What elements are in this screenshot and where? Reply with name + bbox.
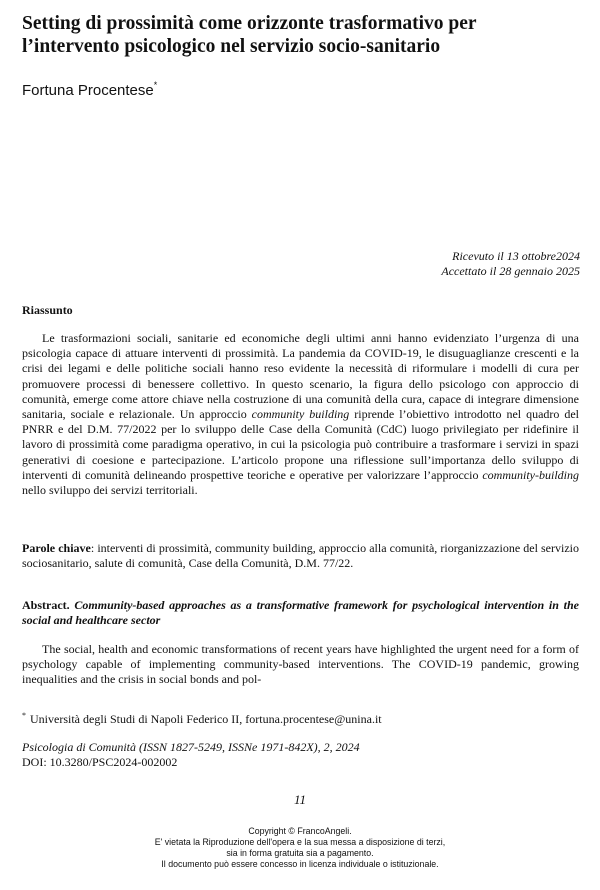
journal-name: Psicologia di Comunità (ISSN 1827-5249, ISSNe 1971-842X), 2, 2024 (22, 740, 360, 754)
abstract-heading (22, 598, 579, 628)
title-line-1: Setting di prossimità come orizzonte trasformativo per (22, 13, 477, 34)
title-line-2: l’intervento psicologico nel servizio socio-sanitario (22, 36, 441, 57)
journal-info (22, 740, 582, 770)
submission-dates (280, 249, 580, 279)
page-number: 11 (293, 792, 307, 807)
footnote (22, 711, 582, 727)
author-name: Fortuna Procentese (22, 82, 154, 99)
keywords-paragraph (22, 541, 579, 571)
author (22, 80, 422, 99)
riassunto-paragraph (22, 331, 579, 498)
riassunto-emphasis-1: community building (251, 407, 350, 422)
riassunto-text-a: Le trasformazioni sociali, sanitarie ed economiche degli ultimi anni hanno evidenziato l’urgenza di una psicologia capace di attuare interventi di prossimità. La pandemia da COVID-19, le disuguaglianze crescenti e la crisi dei legami e delle politiche sociali hanno reso evidente la necessità di riformulare i modelli di cura per promuovere processi di benessere collettivo. In questo scenario, la figura dello psicologo con approccio di comunità, emerge come attore chiave nella costruzione di una comunità della cura, capace di integrare dimensione sanitaria, sociale e relazionale. Un approccio (22, 331, 579, 422)
abstract-paragraph: The social, health and economic transformations of recent years have highlighted the urgent need for a form of psychology capable of implementing community-based interventions. The COVID-19 pandemic, growing inequalities and the crisis in social bonds and pol- (22, 642, 579, 687)
footnote-mark: * (22, 711, 26, 720)
accepted-date: Accettato il 28 gennaio 2025 (441, 264, 580, 278)
keywords-label: Parole chiave (22, 541, 91, 555)
copyright-notice (0, 826, 600, 870)
riassunto-text-c: nello sviluppo dei servizi territoriali. (22, 483, 198, 498)
riassunto-text-b: riprende l’obiettivo introdotto nel quadro del PNRR e del D.M. 77/2022 per lo sviluppo delle Case della Comunità (CdC) luogo privilegiato per ridefinire il lavoro di prossimità come paradigma operativo, in cui la psicologia può contribuire a trasformare i servizi in spazi generativi di coesione e partecipazione. L’articolo propone una riflessione sull’importanza dello sviluppo di interventi di comunità delineando prospettive teoriche e operative per valorizzare l’approccio (22, 407, 580, 482)
keywords-text: : interventi di prossimità, community building, approccio alla comunità, riorganizzazione del servizio sociosanitario, salute di comunità, Case della Comunità, D.M. 77/22. (22, 541, 579, 571)
author-footnote-mark: * (153, 80, 158, 90)
abstract-label: Abstract. (22, 598, 70, 612)
riassunto-heading: Riassunto (22, 303, 73, 317)
copyright-line-4: Il documento può essere concesso in licenza individuale o istituzionale. (161, 859, 439, 869)
abstract-title: Community-based approaches as a transformative framework for psychological intervention in the social and healthcare sector (22, 598, 579, 627)
journal-doi: DOI: 10.3280/PSC2024-002002 (22, 755, 178, 769)
copyright-line-1: Copyright © FrancoAngeli. (248, 826, 352, 836)
article-title (22, 12, 582, 58)
copyright-line-3: sia in forma gratuita sia a pagamento. (226, 848, 374, 858)
received-date: Ricevuto il 13 ottobre2024 (452, 249, 580, 263)
copyright-line-2: E' vietata la Riproduzione dell'opera e la sua messa a disposizione di terzi, (154, 837, 446, 847)
footnote-text: Università degli Studi di Napoli Federico II, fortuna.procentese@unina.it (30, 712, 382, 726)
riassunto-emphasis-2: community-building (482, 467, 579, 482)
